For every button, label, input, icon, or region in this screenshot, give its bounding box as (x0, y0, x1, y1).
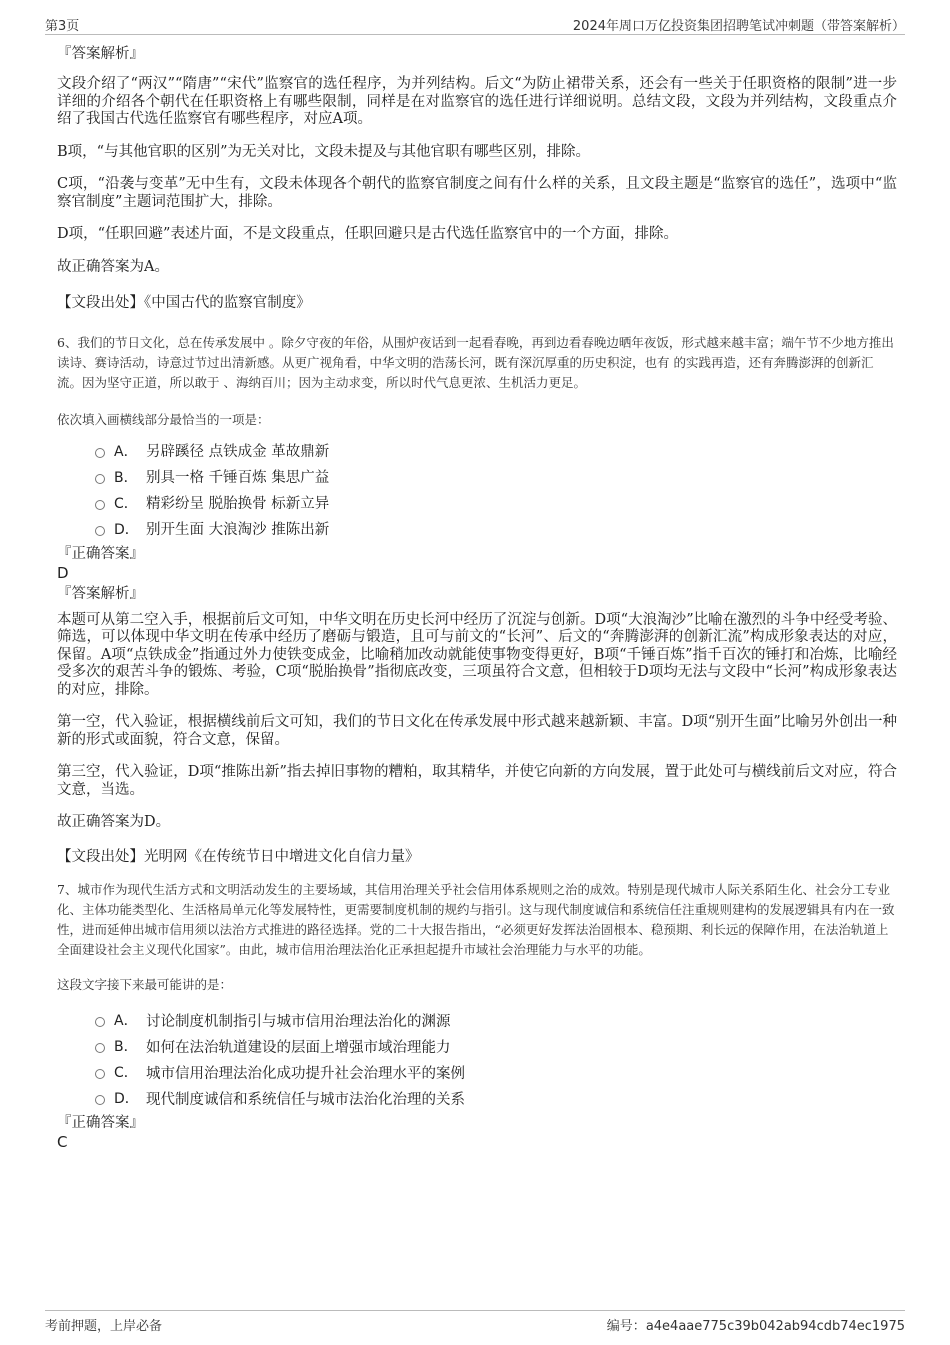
document-code (607, 1315, 905, 1334)
analysis-paragraph: 文段介绍了“两汉”“隋唐”“宋代”监察官的选任程序，为并列结构。后文“为防止裙带关系，还会有一些关于任职资格的限制”进一步详细的介绍各个朝代在任职资格上有哪些限制，同样是在对监察官的选任进行详细说明。总结文段，文段为并列结构，文段重点介绍了我国古代选任监察官有哪些程序，对应A项。 (57, 76, 897, 127)
analysis-paragraph: D项，“任职回避”表述片面，不是文段重点，任职回避只是古代选任监察官中的一个方面，排除。 (57, 226, 678, 242)
analysis-paragraph: 第三空，代入验证，D项“推陈出新”指去掉旧事物的糟粕，取其精华，并使它向新的方向发展，置于此处可与横线前后文对应，符合文意，当选。 (57, 764, 897, 798)
option-letter: D． (114, 1091, 139, 1107)
radio-button-icon[interactable] (95, 500, 105, 510)
code-value: a4e4aae775c39b042ab94cdb74ec1975 (645, 1319, 905, 1334)
analysis-paragraph: B项，“与其他官职的区别”为无关对比，文段未提及与其他官职有哪些区别，排除。 (57, 143, 590, 160)
code-label: 编号： (606, 1319, 646, 1334)
option-c[interactable] (95, 490, 897, 516)
question-prompt: 依次填入画横线部分最恰当的一项是： (57, 411, 270, 427)
correct-answer-label: 『正确答案』 (57, 1115, 144, 1131)
page-header (45, 14, 905, 35)
option-text: 讨论制度机制指引与城市信用治理法治化的渊源 (146, 1013, 451, 1030)
source-citation: 【文段出处】《中国古代的监察官制度》 (57, 295, 311, 311)
option-text: 现代制度诚信和系统信任与城市法治化治理的关系 (146, 1091, 465, 1108)
footer-slogan: 考前押题，上岸必备 (45, 1319, 163, 1334)
option-text: 别开生面 大浪淘沙 推陈出新 (146, 522, 330, 538)
option-letter: C． (114, 1065, 138, 1081)
correct-answer: C (57, 1133, 68, 1151)
option-text: 如何在法治轨道建设的层面上增强市域治理能力 (146, 1039, 451, 1056)
correct-answer-label: 『正确答案』 (57, 545, 144, 562)
option-a[interactable] (95, 1007, 897, 1033)
page-content (57, 44, 897, 1152)
radio-button-icon[interactable] (95, 526, 105, 536)
page-number: 第3页 (45, 19, 80, 34)
option-text: 精彩纷呈 脱胎换骨 标新立异 (146, 496, 330, 512)
radio-button-icon[interactable] (95, 1017, 105, 1027)
radio-button-icon[interactable] (95, 1043, 105, 1053)
radio-button-icon[interactable] (95, 1095, 105, 1105)
option-list (95, 438, 897, 542)
option-letter: A． (114, 443, 138, 460)
option-a[interactable] (95, 438, 897, 464)
radio-button-icon[interactable] (95, 474, 105, 484)
analysis-paragraph: C项，“沿袭与变革”无中生有，文段未体现各个朝代的监察官制度之间有什么样的关系，且文段主题是“监察官的选任”，选项中“监察官制度”主题词范围扩大，排除。 (57, 176, 897, 210)
radio-button-icon[interactable] (95, 1069, 105, 1079)
question-text: 7、城市作为现代生活方式和文明活动发生的主要场域，其信用治理关乎社会信用体系规则之治的成效。特别是现代城市人际关系陌生化、社会分工专业化、主体功能类型化、生活格局单元化等发展特性，更需要制度机制的规约与指引。这与现代制度诚信和系统信任注重规则建构的发展逻辑具有内在一致性，进而延伸出城市信用须以法治方式推进的路径选择。党的二十大报告指出，“必须更好发挥法治固根本、稳预期、利长远的保障作用，在法治轨道上全面建设社会主义现代化国家”。由此，城市信用治理法治化正承担起提升市域社会治理能力与水平的功能。 (57, 882, 895, 957)
option-b[interactable] (95, 1033, 897, 1059)
prev-question-analysis (57, 44, 897, 313)
option-text: 城市信用治理法治化成功提升社会治理水平的案例 (146, 1065, 465, 1082)
analysis-paragraph: 第一空，代入验证，根据横线前后文可知，我们的节日文化在传承发展中形式越来越新颖、丰富。D项“别开生面”比喻另外创出一种新的形式或面貌，符合文意，保留。 (57, 714, 897, 748)
option-letter: B． (114, 469, 138, 486)
option-d[interactable] (95, 516, 897, 542)
analysis-conclusion: 故正确答案为D。 (57, 814, 171, 830)
analysis-paragraph: 本题可从第二空入手，根据前后文可知，中华文明在历史长河中经历了沉淀与创新。D项“大浪淘沙”比喻在激烈的斗争中经受考验、筛选，可以体现中华文明在传承中经历了磨砺与锻造，且可与前文的“长河”、后文的“奔腾澎湃的创新汇流”构成形象表达的对应，保留。A项“点铁成金”指通过外力使铁变成金，比喻稍加改动就能使事物变得更好，B项“千锤百炼”指千百次的锤打和冶炼，比喻经受多次的艰苦斗争的锻炼、考验，C项“脱胎换骨”指彻底改变，三项虽符合文意，但相较于D项均无法与文段中“长河”构成形象表达的对应，排除。 (57, 611, 897, 698)
question-6 (57, 333, 897, 867)
option-b[interactable] (95, 464, 897, 490)
option-text: 别具一格 千锤百炼 集思广益 (146, 470, 330, 486)
option-letter: D． (114, 521, 139, 538)
option-letter: C． (114, 495, 138, 512)
analysis-label: 『答案解析』 (57, 46, 144, 62)
analysis-label: 『答案解析』 (57, 585, 144, 602)
page-footer (45, 1310, 905, 1334)
option-c[interactable] (95, 1059, 897, 1085)
correct-answer: D (57, 563, 69, 582)
radio-button-icon[interactable] (95, 448, 105, 458)
source-citation: 【文段出处】光明网《在传统节日中增进文化自信力量》 (57, 848, 420, 865)
option-d[interactable] (95, 1085, 897, 1111)
analysis-conclusion: 故正确答案为A。 (57, 258, 169, 275)
option-text: 另辟蹊径 点铁成金 革故鼎新 (146, 444, 330, 460)
question-7 (57, 880, 897, 1152)
option-list (95, 1007, 897, 1111)
question-text: 6、我们的节日文化，总在传承发展中 。除夕守夜的年俗，从围炉夜话到一起看春晚，再到边看春晚边晒年夜饭，形式越来越丰富；端午节不少地方推出读诗、赛诗活动，诗意过节过出清新感。从更广视角看，中华文明的浩荡长河，既有深沉厚重的历史积淀，也有 的实践再造，还有奔腾澎湃的创新汇流。因为坚守正道，所以敢于 、海纳百川；因为主动求变，所以时代气息更浓、生机活力更足。 (57, 334, 894, 390)
question-prompt: 这段文字接下来最可能讲的是： (57, 977, 233, 992)
option-letter: A． (114, 1013, 138, 1029)
option-letter: B． (114, 1039, 138, 1055)
document-title: 2024年周口万亿投资集团招聘笔试冲刺题（带答案解析） (572, 19, 905, 34)
